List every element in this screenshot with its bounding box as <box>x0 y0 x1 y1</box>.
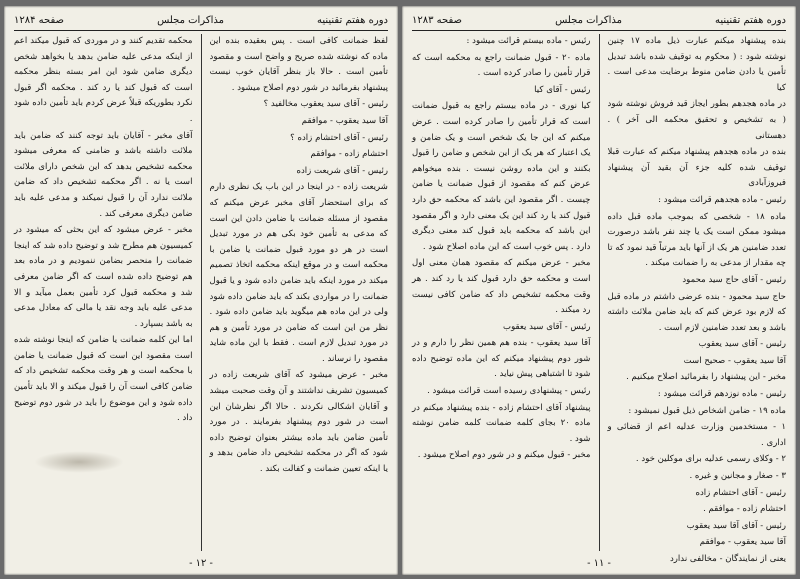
column-left <box>412 34 591 551</box>
paragraph: حاج سید محمود - بنده عرضی داشتم در ماده قبل که لازم بود عرض کنم که باید ضامن ملائت داشته باشد و بعد تعدد ضامنین لازم است . <box>607 291 786 333</box>
paragraph: رئیس - آقای سید یعقوب <box>698 339 786 350</box>
paragraph: اما این کلمه ضمانت یا ضامن که اینجا نوشته شده است مقصود این است که قبول ضمانت یا ضامن با محکمه است و هر وقت محکمه تشخیص داد که ضامن کافی است آن را قبول میکند و الا باید تأمین داده شود و این موضوع را باید در شور دوم توضیح داد . <box>14 335 193 424</box>
paragraph: رئیس - آقای احتشام زاده ؟ <box>290 132 388 143</box>
paragraph: در ماده هجدهم بطور ایجاز قید فروش نوشته شود ( به تشخیص و تحقیق محکمه الی آخر ) . دهستانی <box>607 99 786 141</box>
paragraph: آقا سید یعقوب - موافقم <box>301 115 388 126</box>
paragraph: ماده ۲۰ - قبول ضمانت راجع به محکمه است که قرار تأمین را صادر کرده است . <box>412 52 591 79</box>
paragraph: ماده ۱۸ - شخصی که بموجب ماده قبل داده میشود ممکن است یک یا چند نفر باشد درصورت تعدد ضامنین هر یک از آنها باید مرتباً قید نمود که تا چه مقدار از مدعی به را ضمانت میکند . <box>607 211 786 269</box>
column-right <box>210 34 389 551</box>
paragraph: احتشام زاده - موافقم <box>310 149 388 160</box>
paragraph: رئیس - آقای شریعت زاده <box>296 165 388 176</box>
column-left <box>14 34 193 551</box>
paragraph: رئیس - ماده هجدهم قرائت میشود : <box>658 194 786 205</box>
paragraph: مخبر - عرض میشود که آقای شریعت زاده در کمیسیون تشریف نداشتند و آن وقت صحبت میشد و آقایان اشکالی نکردند . حالا اگر نظرشان این است در شور دوم پیشنهاد بفرمایند . در مورد تأمین ضامن باید ماده بیشتر بعنوان توضیح داده شود که اگر در محکمه تشخیص داد ضامن بدهد و یا اینکه تعیین ضمانت و کفالت بکند . <box>209 370 388 475</box>
paragraph: رئیس - پیشنهادی رسیده است قرائت میشود . <box>427 386 591 397</box>
paragraph: رئیس - آقای آقا سید یعقوب <box>686 520 786 531</box>
left-page <box>4 6 398 575</box>
paragraph: احتشام زاده - موافقم . <box>703 504 786 515</box>
paragraph: رئیس - آقای سید یعقوب مخالفید ؟ <box>263 99 388 110</box>
paragraph: ۱ - مستخدمین وزارت عدلیه اعم از قضائی و اداری . <box>607 422 786 448</box>
ink-blot <box>34 451 124 473</box>
page-number: - ۱۱ - <box>587 558 611 569</box>
paragraph: رئیس - آقای سید یعقوب <box>503 321 591 332</box>
paragraph: ۳ - صغار و مجانین و غیره . <box>689 471 786 482</box>
page-label: صفحه ۱۲۸۳ <box>412 14 463 26</box>
paragraph: ماده ۱۹ - ضامن اشخاص ذیل قبول نمیشود : <box>628 405 786 416</box>
column-divider <box>599 34 600 551</box>
paragraph: آقا سید یعقوب - صحیح است <box>683 355 786 366</box>
paragraph: آقا سید یعقوب - بنده هم همین نظر را دارم و در شور دوم پیشنهاد میکنم که این ماده توضیح داده شود تا اشتباهی پیش نیاید . <box>412 338 591 380</box>
session-label: دوره هفتم تقنینیه <box>317 14 388 26</box>
page-number: - ۱۲ - <box>189 558 213 569</box>
paragraph: بنده پیشنهاد میکنم عبارت ذیل ماده ۱۷ چنین نوشته شود : ( محکوم به توقیف شده باشد تبدیل تأمین یا دادن ضامن منوط برضایت مدعی است . کیا <box>607 36 786 93</box>
paragraph: مخبر - قبول میکنم و در شور دوم اصلاح میشود . <box>417 450 591 461</box>
paragraph: مخبر - عرض میکنم که مقصود همان معنی اول است و محکمه حق دارد قبول کند یا رد کند . هر وقت محکمه تشخیص داد که ضامن کافی نیست رد میکند . <box>412 258 591 316</box>
page-label: صفحه ۱۲۸۴ <box>14 14 65 26</box>
paragraph: مخبر - این پیشنهاد را بفرمائید اصلاح میکنیم . <box>626 372 786 383</box>
header-rule <box>14 30 388 31</box>
right-page <box>402 6 796 575</box>
paragraph: رئیس - ماده نوزدهم قرائت میشود : <box>657 389 786 400</box>
column-divider <box>201 34 202 551</box>
left-page-header <box>14 12 388 28</box>
paragraph: یعنی از نمایندگان - مخالفی ندارد <box>669 554 786 564</box>
paragraph: رئیس - آقای کیا <box>534 84 591 95</box>
right-page-header <box>412 12 786 28</box>
paragraph: آقای مخبر - آقایان باید توجه کنند که ضامن باید ملائت داشته باشد و ضامنی که معرفی میشود محکمه تشخیص بدهد که این شخص دارای ملائت است یا نه . اگر محکمه تشخیص داد که ضامن ملائت ندارد آن را قبول نمیکند و مدعی علیه باید ضامن دیگری معرفی کند . <box>14 130 193 219</box>
header-title: مذاکرات مجلس <box>157 14 224 26</box>
text-columns <box>14 34 388 551</box>
header-title: مذاکرات مجلس <box>555 14 622 26</box>
paragraph: رئیس - آقای احتشام زاده <box>695 487 786 498</box>
paragraph: لفظ ضمانت کافی است . پس بعقیده بنده این ماده که نوشته شده صریح و واضح است و مقصود تأمین است . حالا باز بنظر آقایان خوب نیست پیشنهاد بفرمائید در شور دوم اصلاح میشود . <box>209 36 388 93</box>
paragraph: کیا نوری - در ماده بیستم راجع به قبول ضمانت است که قرار تأمین را صادر کرده است . عرض میکنم که این جا یک شخص است و یک ضامن و یک اعتبار که هر یک از این شخص و ضامن را قبول بکنند و این ماده روشن نیست . بنده میخواهم عرض کنم که مقصود از قبول ضمانت یا ضامن چیست . اگر مقصود این باشد که محکمه حق دارد قبول کند یا رد کند این یک معنی دارد و اگر مقصود این باشد که محکمه باید قبول کند معنی دیگری دارد . پس خوب است که این ماده اصلاح شود . <box>412 101 591 252</box>
book-spread <box>4 6 796 575</box>
header-rule <box>412 30 786 31</box>
session-label: دوره هفتم تقنینیه <box>715 14 786 26</box>
paragraph: شریعت زاده - در اینجا در این باب یک نظری دارم که برای استحضار آقای مخبر عرض میکنم که مقصود از مسئله ضمانت با ضامن دادن این است که مدعی به تأمین خود بکی هم در مورد تبدیل است در هر دو مورد قبول ضمانت یا ضامن با محکمه است و در موقع اینکه محکمه اتخاذ تصمیم میکند در مورد اینکه باید ضامن داده شود و یا قبول ضمانت را در مواردی بکند که باید ضامن داده شود ولی در این ماده هم میگوید باید ضامن داده شود . نظر من این است که ضامن در مورد تأمین و هم در مورد تبدیل لازم است . فقط با این ماده شاید مقصود را نرساند . <box>209 182 388 364</box>
paragraph: محکمه تقدیم کنند و در موردی که قبول میکند اعم از اینکه مدعی علیه ضامن بدهد یا بخواهد شخص دیگری ضامن شود این امر بسته بنظر محکمه است که قبول کند یا رد کند . محکمه اگر قبول نکرد بطوریکه قبلاً عرض کردم باید تأمین داده شود . <box>14 36 193 124</box>
paragraph: مخبر - عرض میشود که این بحثی که میشود در کمیسیون هم مطرح شد و توضیح داده شد که اینجا ضمانت را منحصر بضامن ننمودیم و در ماده بعد هم توضیح داده شده است که اگر ضامن معرفی شد و محکمه قبول کرد تأمین بعمل میآید و الا مدعی علیه باید وجه نقد یا مالی که معادل مدعی به باشد بسپارد . <box>14 225 193 329</box>
paragraph: پیشنهاد آقای احتشام زاده - بنده پیشنهاد میکنم در ماده ۲۰ بجای کلمه ضمانت کلمه ضامن نوشته شود . <box>412 402 591 444</box>
paragraph: بنده در ماده هجدهم پیشنهاد میکنم که عبارت قبلا توقیف شده کلیه جزء آن بقید آن پیشنهاد فیروزآبادی <box>607 147 786 189</box>
paragraph: ۲ - وکلای رسمی عدلیه برای موکلین خود . <box>635 454 786 465</box>
column-right <box>607 34 787 564</box>
paragraph: آقا سید یعقوب - موافقم <box>699 537 786 548</box>
paragraph: رئیس - ماده بیستم قرائت میشود : <box>466 36 591 46</box>
paragraph: رئیس - آقای حاج سید محمود <box>682 274 786 285</box>
